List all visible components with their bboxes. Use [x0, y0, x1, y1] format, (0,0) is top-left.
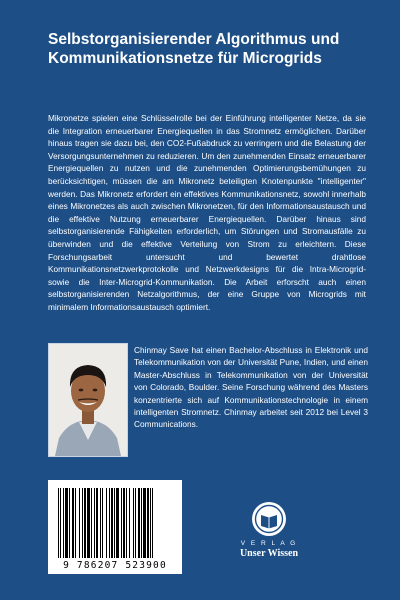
- barcode-bars: [58, 488, 172, 558]
- isbn-number: 9 786207 523900: [63, 560, 167, 571]
- publisher-logo: [226, 500, 312, 559]
- publisher-verlag-label: V E R L A G: [240, 540, 298, 547]
- author-photo: [48, 343, 128, 457]
- book-abstract: Mikronetze spielen eine Schlüsselrolle bei der Einführung intelligenter Netze, da sie die Integration erneuerbarer Energiequellen in das Stromnetz ermöglichen. Darüber hinaus tragen sie dazu bei, den CO2-Fußabdruck zu verringern und die Belastung der Versorgungsunternehmen zu reduzieren. Um den zunehmenden Einsatz erneuerbarer Energiequellen zu nutzen und die zunehmenden Optimierungsbemühungen zu berücksichtigen, müssen die am Mikronetz beteiligten Knotenpunkte "intelligenter" werden. Das Mikronetz erfordert ein effektives Kommunikationsnetz, sowohl innerhalb eines Mikronetzes als auch zwischen Mikronetzen, für den Informationsaustausch und die effektive Nutzung erneuerbarer Energiequellen. Darüber hinaus sind selbstorganisierende Fähigkeiten erforderlich, um Störungen und Stromausfälle zu überwinden und die effektive Verteilung von Strom zu erleichtern. Diese Forschungsarbeit untersucht und bewertet drahtlose Kommunikationsnetzwerkprotokolle und Netzwerkdesigns für die Intra-Microgrid- sowie die Inter-Microgrid-Kommunikation. Die Arbeit erforscht auch einen selbstorganisierenden Netzalgorithmus, der eine Gruppe von Microgrids mit minimalem Informationsaustausch optimiert.: [48, 113, 366, 312]
- isbn-barcode: [48, 480, 182, 574]
- author-portrait-image: [49, 344, 127, 456]
- book-title: Selbstorganisierender Algorithmus und Kommunikationsnetze für Microgrids: [48, 31, 340, 67]
- publisher-name: Unser Wissen: [239, 548, 299, 559]
- book-seal-icon: [250, 500, 288, 538]
- author-bio: Chinmay Save hat einen Bachelor-Abschluss in Elektronik und Telekommunikation von der Universität Pune, Indien, und einen Master-Abschluss in Telekommunikation von der Universität von Colorado, Boulder. Seine Forschung während des Masters konzentrierte sich auf Kommunikationstechnologie in einem intelligenten Stromnetz. Chinmay arbeitet seit 2012 bei Level 3 Communications.: [134, 345, 368, 430]
